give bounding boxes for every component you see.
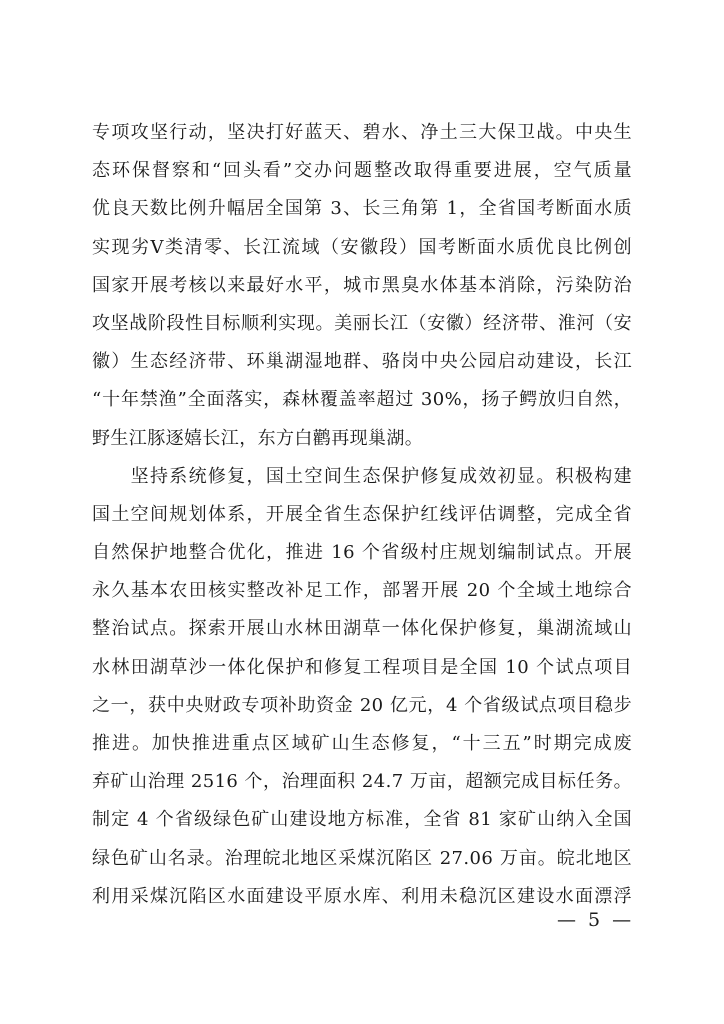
text-line-4: 实现劣Ⅴ类清零、长江流域（安徽段）国考断面水质优良比例创: [92, 236, 632, 258]
text-line-10: 坚持系统修复，国土空间生态保护修复成效初显。积极构建: [92, 465, 632, 487]
text-line-15: 水林田湖草沙一体化保护和修复工程项目是全国 10 个试点项目: [92, 656, 632, 678]
text-line-6: 攻坚战阶段性目标顺利实现。美丽长江（安徽）经济带、淮河（安: [92, 312, 632, 334]
text-line-18: 弃矿山治理 2516 个，治理面积 24.7 万亩，超额完成目标任务。: [92, 771, 632, 793]
text-line-16: 之一，获中央财政专项补助资金 20 亿元，4 个省级试点项目稳步: [92, 694, 632, 716]
text-line-12: 自然保护地整合优化，推进 16 个省级村庄规划编制试点。开展: [92, 542, 632, 564]
text-line-1: 专项攻坚行动，坚决打好蓝天、碧水、净土三大保卫战。中央生: [92, 122, 632, 143]
text-line-11: 国土空间规划体系，开展全省生态保护红线评估调整，完成全省: [92, 503, 632, 525]
text-line-3: 优良天数比例升幅居全国第 3、长三角第 1，全省国考断面水质: [92, 198, 632, 220]
text-line-17: 推进。加快推进重点区域矿山生态修复，“十三五”时期完成废: [92, 733, 632, 754]
text-line-21: 利用采煤沉陷区水面建设平原水库、利用未稳沉区建设水面漂浮: [92, 885, 632, 907]
text-line-5: 国家开展考核以来最好水平，城市黑臭水体基本消除，污染防治: [92, 274, 632, 296]
text-line-13: 永久基本农田核实整改补足工作，部署开展 20 个全域土地综合: [92, 580, 632, 602]
text-line-20: 绿色矿山名录。治理皖北地区采煤沉陷区 27.06 万亩。皖北地区: [92, 847, 632, 869]
text-line-9: 野生江豚逐嬉长江，东方白鹳再现巢湖。: [92, 427, 424, 449]
page-number: — 5 —: [557, 909, 635, 931]
text-line-8: “十年禁渔”全面落实，森林覆盖率超过 30%，扬子鳄放归自然，: [92, 389, 632, 411]
text-line-7: 徽）生态经济带、环巢湖湿地群、骆岗中央公园启动建设，长江: [92, 351, 632, 373]
body-text: [92, 114, 632, 916]
text-line-2: 态环保督察和“回头看”交办问题整改取得重要进展，空气质量: [92, 160, 632, 182]
text-line-19: 制定 4 个省级绿色矿山建设地方标准，全省 81 家矿山纳入全国: [92, 809, 632, 831]
text-line-14: 整治试点。探索开展山水林田湖草一体化保护修复，巢湖流域山: [92, 618, 632, 640]
